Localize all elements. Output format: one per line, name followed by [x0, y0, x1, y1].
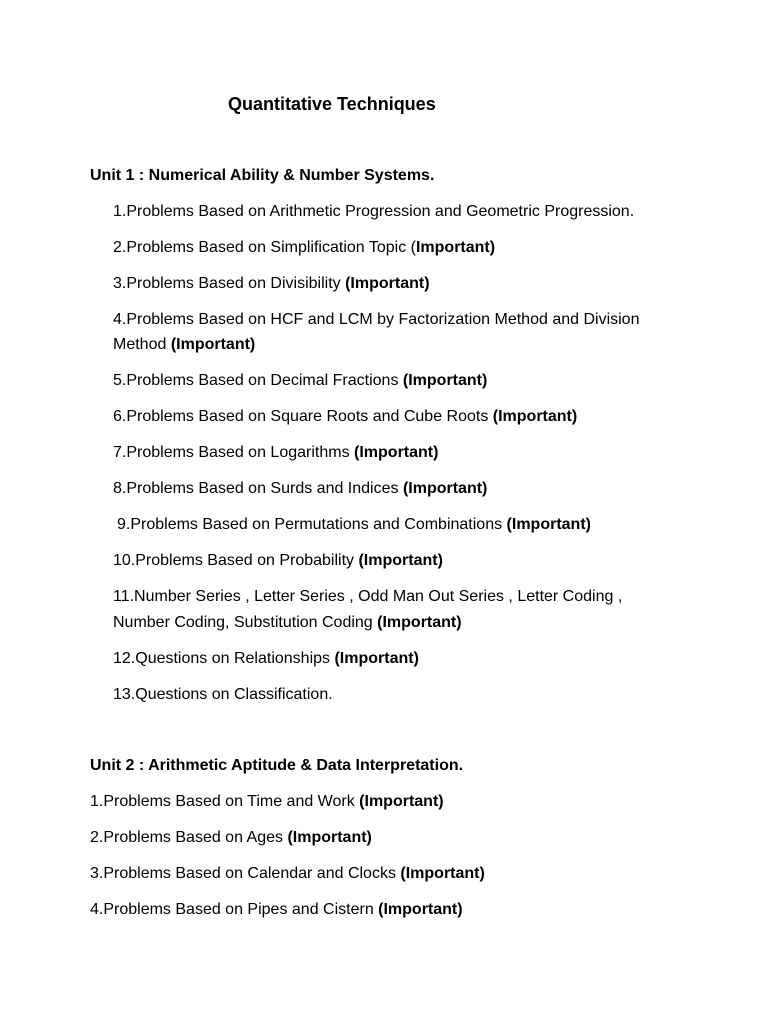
- item-text: 13.Questions on Classification.: [113, 686, 333, 703]
- important-tag: Important): [415, 239, 496, 256]
- item-text: 3.Problems Based on Divisibility: [113, 275, 346, 292]
- list-item: [90, 791, 444, 813]
- list-item: [113, 370, 487, 392]
- list-item: [113, 237, 495, 259]
- item-text: 9.Problems Based on Permutations and Combinations: [117, 516, 507, 533]
- list-item: [113, 406, 577, 428]
- item-text: 6.Problems Based on Square Roots and Cube Roots: [113, 408, 493, 425]
- important-tag: (Important): [359, 793, 444, 810]
- important-tag: (Important): [170, 336, 256, 353]
- list-item-continuation: [113, 612, 462, 634]
- item-text: 4.Problems Based on HCF and LCM by Factorization Method and Division: [113, 311, 640, 328]
- item-text: 1.Problems Based on Arithmetic Progression and Geometric Progression.: [113, 203, 635, 220]
- list-item: [113, 201, 634, 223]
- list-item: [113, 586, 622, 608]
- list-item: [113, 684, 333, 706]
- list-item: [113, 478, 487, 500]
- list-item: [113, 648, 419, 670]
- important-tag: (Important): [358, 552, 443, 569]
- list-item: [113, 550, 443, 572]
- important-tag: (Important): [334, 650, 419, 667]
- list-item-continuation: [113, 334, 255, 356]
- item-text: 7.Problems Based on Logarithms: [113, 444, 355, 461]
- unit-2-heading: Unit 2 : Arithmetic Aptitude & Data Interpretation.: [90, 757, 464, 774]
- item-text: 11.Number Series , Letter Series , Odd Man Out Series , Letter Coding ,: [113, 588, 623, 605]
- list-item: [113, 309, 639, 331]
- important-tag: (Important): [378, 901, 463, 918]
- item-text: Number Coding, Substitution Coding: [113, 614, 378, 631]
- item-text: 3.Problems Based on Calendar and Clocks: [90, 865, 401, 882]
- item-text: 2.Problems Based on Ages: [90, 829, 288, 846]
- important-tag: (Important): [377, 614, 462, 631]
- list-item: [90, 899, 463, 921]
- item-text: 10.Problems Based on Probability: [113, 552, 359, 569]
- important-tag: (Important): [492, 408, 578, 425]
- item-text: 4.Problems Based on Pipes and Cistern: [90, 901, 379, 918]
- list-item: [117, 514, 591, 536]
- important-tag: (Important): [402, 372, 488, 389]
- list-item: [113, 273, 430, 295]
- list-item: [90, 863, 485, 885]
- item-text: 1.Problems Based on Time and Work: [90, 793, 360, 810]
- important-tag: (Important): [506, 516, 591, 533]
- important-tag: (Important): [402, 480, 488, 497]
- list-item: [90, 827, 372, 849]
- important-tag: (Important): [345, 275, 430, 292]
- important-tag: (Important): [287, 829, 372, 846]
- list-item: [113, 442, 438, 464]
- item-text: 2.Problems Based on Simplification Topic (: [113, 239, 416, 256]
- item-text: Method: [113, 336, 171, 353]
- item-text: 5.Problems Based on Decimal Fractions: [113, 372, 403, 389]
- item-text: 12.Questions on Relationships: [113, 650, 335, 667]
- important-tag: (Important): [354, 444, 439, 461]
- unit-1-heading: Unit 1 : Numerical Ability & Number Systems.: [90, 167, 435, 184]
- item-text: 8.Problems Based on Surds and Indices: [113, 480, 403, 497]
- important-tag: (Important): [400, 865, 485, 882]
- page-title: Quantitative Techniques: [228, 94, 436, 114]
